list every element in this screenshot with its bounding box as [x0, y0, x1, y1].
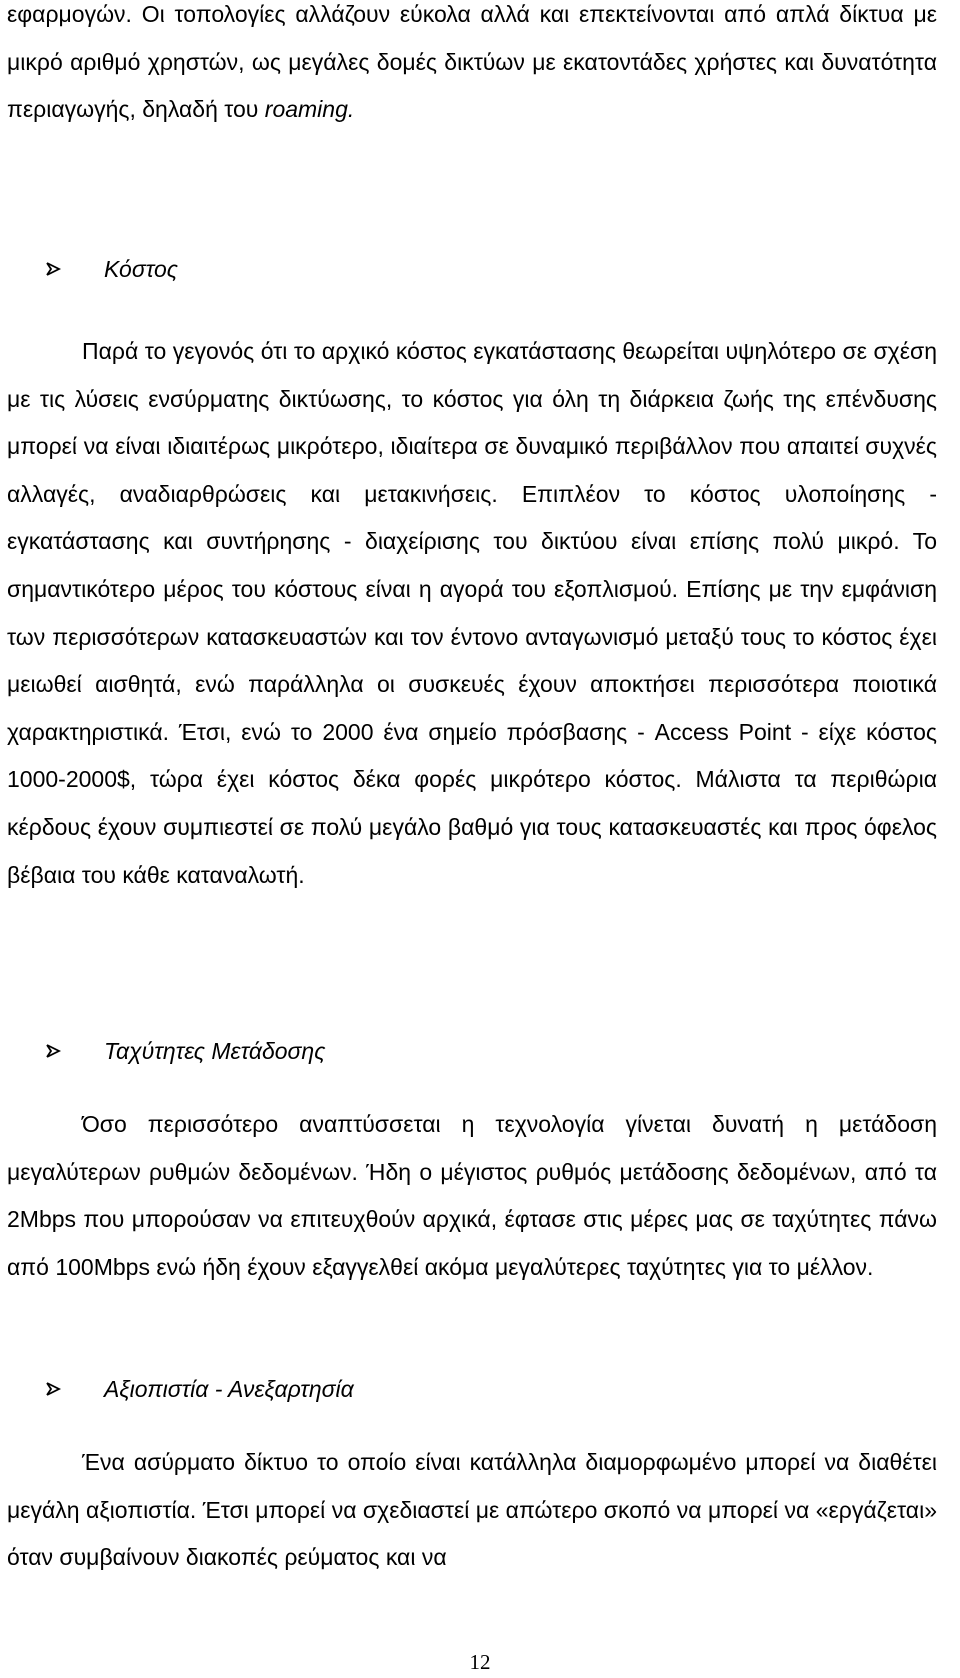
section-heading-speed	[8, 1036, 325, 1066]
paragraph-indent	[7, 1449, 82, 1475]
arrow-bullet-icon	[44, 1381, 74, 1397]
section-paragraph-cost	[7, 328, 937, 899]
section-heading-reliability	[8, 1374, 354, 1404]
arrow-bullet-icon	[44, 261, 74, 277]
section-paragraph-reliability	[7, 1439, 937, 1582]
page-number: 12	[469, 1650, 491, 1674]
intro-roaming-term: roaming.	[264, 96, 355, 123]
section-text: Παρά το γεγονός ότι το αρχικό κόστος εγκατάστασης θεωρείται υψηλότερο σε σχέση με τις λύσεις ενσύρματης δικτύωσης, το κόστος για όλη τη διάρκεια ζωής της επένδυσης μπορεί να είναι ιδιαιτέρως μικρότερο, ιδιαίτερα σε δυναμικό περιβάλλον που απαιτεί συχνές αλλαγές, αναδιαρθρώσεις και μετακινήσεις. Επιπλέον το κόστος υλοποίησης - εγκατάστασης και συντήρησης - διαχείρισης του δικτύου είναι επίσης πολύ μικρό. Το σημαντικότερο μέρος του κόστους είναι η αγορά του εξοπλισμού. Επίσης με την εμφάνιση των περισσότερων κατασκευαστών και τον έντονο ανταγωνισμό μεταξύ τους το κόστος έχει μειωθεί αισθητά, ενώ παράλληλα οι συσκευές έχουν αποκτήσει περισσότερα ποιοτικά χαρακτηριστικά. Έτσι, ενώ το 2000 ένα σημείο πρόσβασης - Access Point - είχε κόστος 1000-2000$, τώρα έχει κόστος δέκα φορές μικρότερο κόστος. Μάλιστα τα περιθώρια κέρδους έχουν συμπιεστεί σε πολύ μεγάλο βαθμό για τους κατασκευαστές και προς όφελος βέβαια του κάθε καταναλωτή.	[7, 338, 937, 888]
section-heading-cost	[8, 254, 178, 284]
arrow-bullet-icon	[44, 1043, 74, 1059]
section-heading-text: Κόστος	[104, 256, 178, 282]
section-text: Ένα ασύρματο δίκτυο το οποίο είναι κατάλληλα διαμορφωμένο μπορεί να διαθέτει μεγάλη αξιοπιστία. Έτσι μπορεί να σχεδιαστεί με απώτερο σκοπό να μπορεί να «εργάζεται» όταν συμβαίνουν διακοπές ρεύματος και να	[7, 1449, 937, 1571]
section-heading-text: Αξιοπιστία - Ανεξαρτησία	[104, 1376, 354, 1402]
paragraph-indent	[7, 338, 82, 364]
section-heading-text: Ταχύτητες Μετάδοσης	[104, 1038, 326, 1064]
section-paragraph-speed	[7, 1101, 937, 1291]
intro-paragraph	[7, 0, 937, 134]
paragraph-indent	[7, 1111, 82, 1137]
intro-text: εφαρμογών. Οι τοπολογίες αλλάζουν εύκολα αλλά και επεκτείνονται από απλά δίκτυα με μικρό αριθμό χρηστών, ως μεγάλες δομές δικτύων με εκατοντάδες χρήστες και δυνατότητα περιαγωγής, δηλαδή του	[7, 1, 937, 123]
section-text: Όσο περισσότερο αναπτύσσεται η τεχνολογία γίνεται δυνατή η μετάδοση μεγαλύτερων ρυθμών δεδομένων. Ήδη ο μέγιστος ρυθμός μετάδοσης δεδομένων, από τα 2Mbps που μπορούσαν να επιτευχθούν αρχικά, έφτασε στις μέρες μας σε ταχύτητες πάνω από 100Mbps ενώ ήδη έχουν εξαγγελθεί ακόμα μεγαλύτερες ταχύτητες για το μέλλον.	[7, 1111, 937, 1280]
